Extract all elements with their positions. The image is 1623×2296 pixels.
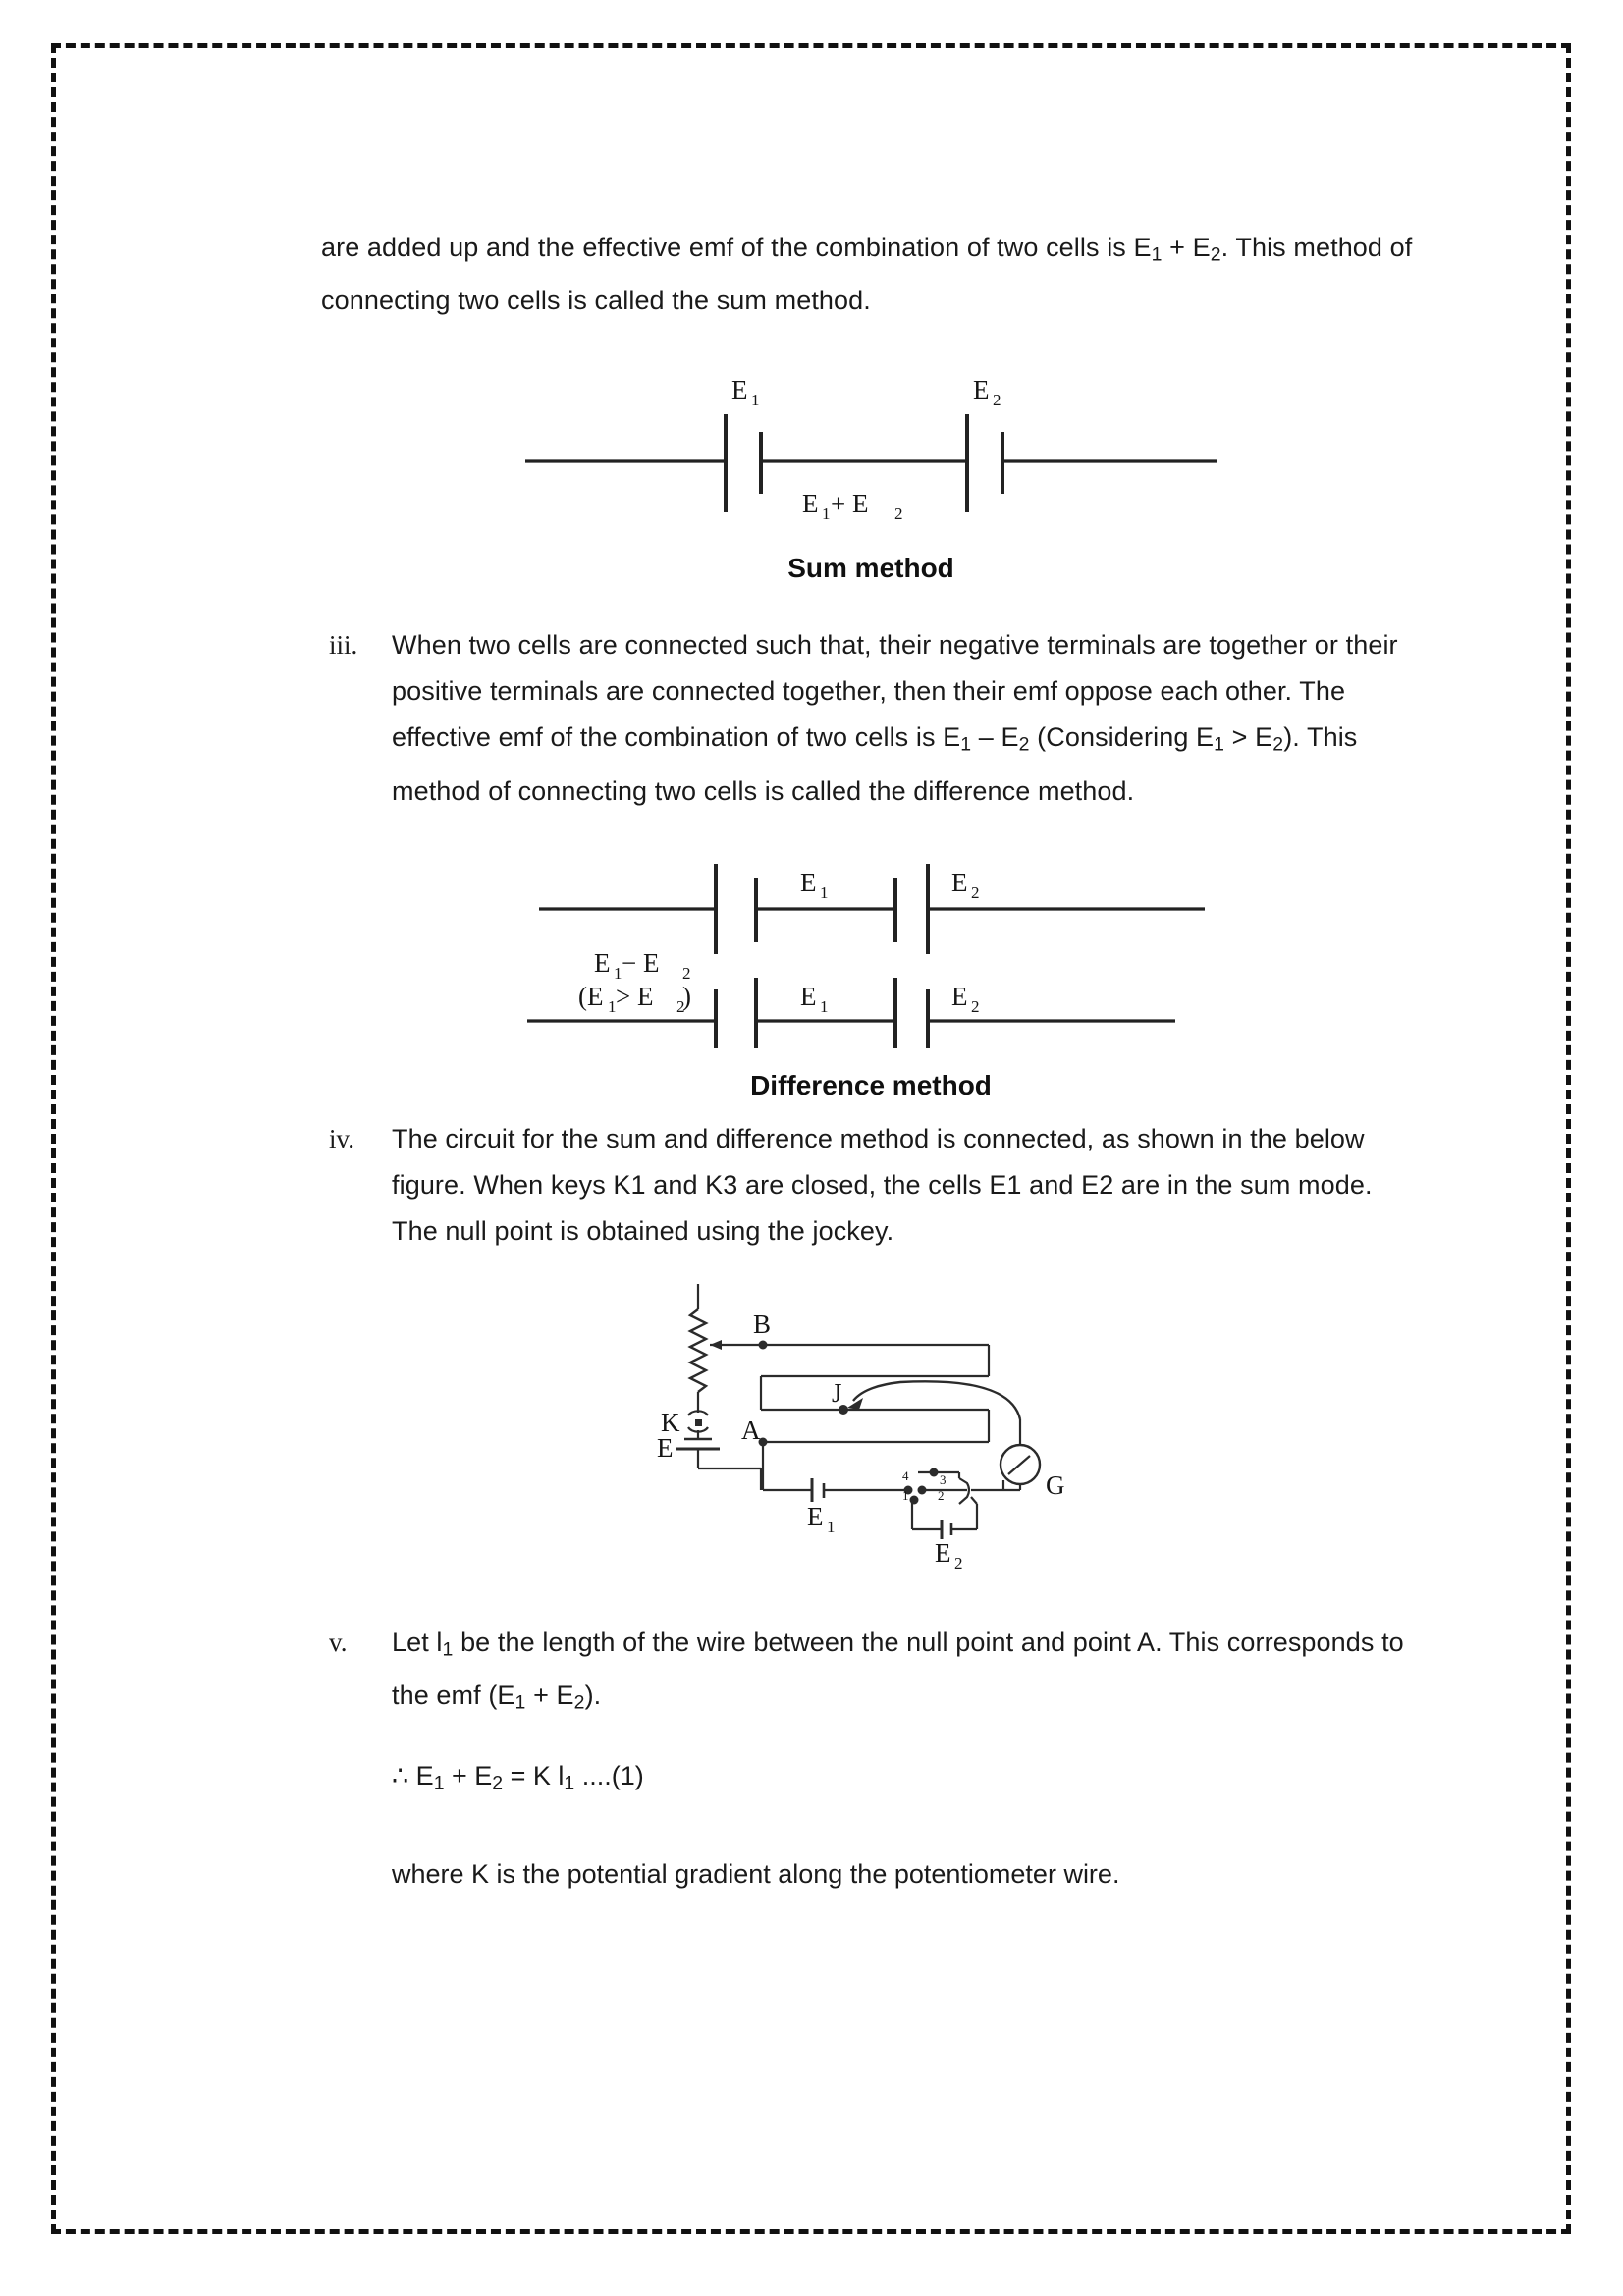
list-marker-iii: iii. xyxy=(329,630,358,661)
eq-mid2: = K l xyxy=(503,1761,565,1791)
circuit-label-b: B xyxy=(753,1308,772,1339)
key-contact-icon xyxy=(695,1419,702,1426)
diff-net-line1-sub2: 2 xyxy=(682,963,691,983)
iii-text-c: (Considering E xyxy=(1029,722,1215,753)
diff-bottom-cell1-label: E xyxy=(800,981,817,1011)
diff-net-line2-mid: > E xyxy=(616,981,654,1011)
circuit-label-e1: E xyxy=(807,1501,824,1531)
sum-center-label-mid: + E xyxy=(831,489,869,519)
sum-cell2-sub: 2 xyxy=(993,391,1001,410)
iii-sub-a2: 2 xyxy=(1018,733,1030,756)
iii-text-d: > E xyxy=(1224,722,1273,753)
diff-net-line2-post: ) xyxy=(682,981,691,1011)
list-marker-v: v. xyxy=(329,1627,348,1657)
difference-method-caption: Difference method xyxy=(750,1069,992,1100)
diff-top-cell2-sub: 2 xyxy=(971,882,980,902)
iii-text-b: – E xyxy=(971,722,1019,753)
circuit-label-e2: E xyxy=(935,1537,951,1568)
list-item-v xyxy=(321,1620,1421,1727)
v-sub-a2: 1 xyxy=(514,1691,526,1714)
intro-paragraph xyxy=(321,225,1421,324)
iii-text-e: ). This method of connecting two cells is called the difference method. xyxy=(392,722,1358,806)
circuit-terminal-1: 1 xyxy=(902,1487,909,1503)
sum-center-label-sub2: 2 xyxy=(894,505,903,524)
sum-cell1-label: E xyxy=(731,375,748,405)
iii-sub-a4: 2 xyxy=(1272,733,1284,756)
diff-top-cell1-label: E xyxy=(800,867,817,897)
figure-potentiometer-circuit xyxy=(321,1282,1421,1576)
v-text-b: be the length of the wire between the null point and point A. This corresponds to the emf (E xyxy=(392,1627,1404,1710)
difference-method-diagram xyxy=(527,852,1215,1048)
list-item-iv xyxy=(321,1116,1421,1255)
circuit-label-e: E xyxy=(657,1432,674,1463)
circuit-label-e1-sub: 1 xyxy=(827,1517,836,1536)
intro-line1-pre: are added up and the effective emf of the combination of two cells is E xyxy=(321,233,1152,262)
equation-1 xyxy=(392,1753,1421,1806)
eq-mid: + E xyxy=(444,1761,493,1791)
intro-line1-post: . xyxy=(1220,233,1229,262)
circuit-terminal-3: 3 xyxy=(940,1471,947,1487)
document-content xyxy=(321,225,1421,1897)
eq-sub3: 1 xyxy=(564,1772,575,1794)
v-text-d: ). xyxy=(584,1680,602,1710)
sum-center-label-sub1: 1 xyxy=(822,505,831,524)
diff-top-cell2-label: E xyxy=(951,867,968,897)
circuit-label-g: G xyxy=(1046,1469,1065,1500)
sum-method-diagram xyxy=(508,363,1234,545)
diff-bottom-cell2-label: E xyxy=(951,981,968,1011)
v-text-c: + E xyxy=(525,1680,574,1710)
sum-cell2-label: E xyxy=(973,375,990,405)
diff-net-line1-mid: − E xyxy=(622,947,660,978)
eq-sub1: 1 xyxy=(433,1772,445,1794)
intro-line1-mid: + E xyxy=(1162,233,1211,262)
diff-net-line1-pre: E xyxy=(594,947,611,978)
node-terminal-1 xyxy=(910,1495,919,1504)
item-iv-text: The circuit for the sum and difference method is connected, as shown in the below figure. When keys K1 and K3 are closed, the cells E1 and E2 are in the sum mode. The null point is obtained using the jockey. xyxy=(392,1123,1373,1246)
diff-bottom-cell2-sub: 2 xyxy=(971,996,980,1016)
v-sub-a3: 2 xyxy=(573,1691,585,1714)
circuit-label-a: A xyxy=(741,1415,761,1445)
list-item-iii xyxy=(321,622,1421,814)
circuit-terminal-2: 2 xyxy=(938,1487,945,1503)
iii-sub-a1: 1 xyxy=(960,733,972,756)
eq-pre: ∴ E xyxy=(392,1761,434,1791)
sum-method-caption: Sum method xyxy=(787,553,954,584)
iii-text-a: When two cells are connected such that, their negative terminals are together or their positive terminals are connected together, then their emf oppose each other. The effective emf of the combination of two cells is E xyxy=(392,630,1398,753)
sum-cell1-sub: 1 xyxy=(751,391,760,410)
rheostat-arrow-icon xyxy=(710,1340,722,1350)
eq-post: ....(1) xyxy=(574,1761,644,1791)
circuit-label-k: K xyxy=(661,1407,680,1437)
diff-top-cell1-sub: 1 xyxy=(820,882,829,902)
item-v-text xyxy=(392,1620,1421,1727)
diff-bottom-cell1-sub: 1 xyxy=(820,996,829,1016)
item-iii-text xyxy=(392,622,1421,814)
intro-line2: This method of connecting two cells is called the sum method. xyxy=(321,233,1413,316)
intro-sub-1: 1 xyxy=(1151,243,1163,266)
page-dashed-border xyxy=(51,43,1571,2234)
node-terminal-4 xyxy=(930,1468,939,1476)
diff-net-line2-pre: (E xyxy=(578,981,604,1011)
circuit-label-j: J xyxy=(832,1377,842,1408)
sum-center-label-pre: E xyxy=(802,489,819,519)
v-text-a: Let l xyxy=(392,1627,443,1657)
eq-sub2: 2 xyxy=(492,1772,504,1794)
diff-net-line2-sub2: 2 xyxy=(676,996,685,1016)
circuit-label-e2-sub: 2 xyxy=(954,1553,963,1573)
node-terminal-2 xyxy=(918,1485,927,1494)
diff-net-line2-sub1: 1 xyxy=(608,996,617,1016)
v-sub-a1: 1 xyxy=(442,1637,454,1660)
circuit-terminal-4: 4 xyxy=(902,1468,909,1483)
potentiometer-circuit-diagram xyxy=(655,1282,1087,1576)
node-b xyxy=(759,1340,768,1349)
footer-note: where K is the potential gradient along the potentiometer wire. xyxy=(392,1859,1120,1890)
list-marker-iv: iv. xyxy=(329,1123,354,1153)
figure-difference-method xyxy=(321,852,1421,1100)
diff-net-line1-sub1: 1 xyxy=(614,963,622,983)
iii-sub-a3: 1 xyxy=(1214,733,1225,756)
intro-sub-2: 2 xyxy=(1210,243,1221,266)
figure-sum-method xyxy=(321,363,1421,589)
